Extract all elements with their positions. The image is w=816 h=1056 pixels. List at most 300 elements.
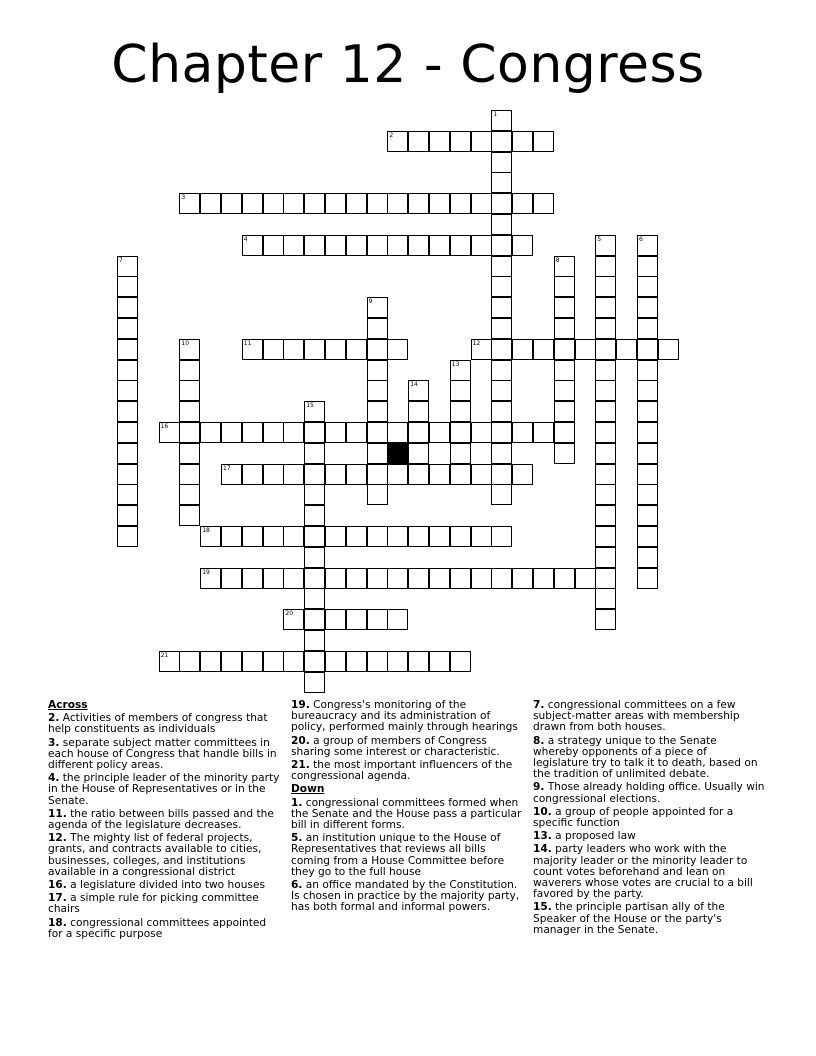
- grid-cell[interactable]: [554, 297, 575, 318]
- grid-cell[interactable]: [491, 276, 512, 297]
- clue-text: a proposed law: [555, 830, 636, 843]
- grid-cell[interactable]: [491, 526, 512, 547]
- grid-cell[interactable]: [117, 422, 138, 443]
- clue-number: 7: [119, 256, 123, 264]
- grid-cell[interactable]: [429, 193, 450, 214]
- grid-cell[interactable]: [595, 464, 616, 485]
- grid-cell[interactable]: [575, 568, 596, 589]
- grid-cell[interactable]: [179, 339, 200, 360]
- grid-cell[interactable]: [242, 193, 263, 214]
- grid-cell[interactable]: [387, 568, 408, 589]
- grid-cell[interactable]: [367, 401, 388, 422]
- grid-cell[interactable]: [450, 193, 471, 214]
- across-clue: [48, 738, 280, 772]
- grid-cell[interactable]: [450, 131, 471, 152]
- grid-cell[interactable]: [346, 526, 367, 547]
- grid-cell[interactable]: [325, 422, 346, 443]
- grid-cell[interactable]: [471, 339, 492, 360]
- grid-cell[interactable]: [554, 568, 575, 589]
- grid-cell[interactable]: [117, 297, 138, 318]
- grid-cell[interactable]: [221, 464, 242, 485]
- grid-cell[interactable]: [325, 568, 346, 589]
- grid-cell[interactable]: [491, 256, 512, 277]
- down-clue: [533, 700, 765, 734]
- grid-cell[interactable]: [408, 193, 429, 214]
- down-clue: [533, 736, 765, 781]
- grid-cell[interactable]: [554, 422, 575, 443]
- grid-cell[interactable]: [221, 193, 242, 214]
- grid-cell[interactable]: [637, 297, 658, 318]
- grid-cell[interactable]: [325, 526, 346, 547]
- grid-cell[interactable]: [408, 131, 429, 152]
- clue-text: an institution unique to the House of Representatives that reviews all bills coming from a House Committee before they go to the full house: [291, 832, 505, 878]
- grid-cell[interactable]: [117, 484, 138, 505]
- grid-cell[interactable]: [242, 568, 263, 589]
- grid-cell[interactable]: [200, 526, 221, 547]
- grid-cell[interactable]: [242, 526, 263, 547]
- grid-cell[interactable]: [512, 422, 533, 443]
- grid-cell[interactable]: [637, 505, 658, 526]
- grid-cell[interactable]: [367, 235, 388, 256]
- across-clue: [48, 809, 280, 831]
- grid-cell[interactable]: [200, 651, 221, 672]
- grid-cell[interactable]: [117, 401, 138, 422]
- across-clue: [48, 713, 280, 735]
- grid-cell[interactable]: [367, 464, 388, 485]
- grid-cell[interactable]: [471, 235, 492, 256]
- clue-text: an office mandated by the Constitution. Is chosen in practice by the majority party, has both formal and informal powers.: [291, 879, 520, 914]
- grid-cell[interactable]: [491, 110, 512, 131]
- grid-cell[interactable]: [179, 484, 200, 505]
- grid-cell[interactable]: [595, 318, 616, 339]
- grid-cell[interactable]: [242, 235, 263, 256]
- grid-cell[interactable]: [159, 651, 180, 672]
- grid-cell[interactable]: [304, 568, 325, 589]
- grid-cell[interactable]: [533, 193, 554, 214]
- grid-cell[interactable]: [325, 339, 346, 360]
- clue-num: 14.: [533, 843, 552, 856]
- grid-cell[interactable]: [554, 339, 575, 360]
- grid-cell[interactable]: [117, 318, 138, 339]
- clue-num: 21.: [291, 759, 310, 772]
- down-clue: [533, 902, 765, 936]
- grid-cell[interactable]: [263, 568, 284, 589]
- grid-cell[interactable]: [159, 422, 180, 443]
- grid-cell[interactable]: [117, 360, 138, 381]
- grid-cell[interactable]: [283, 526, 304, 547]
- grid-cell[interactable]: [491, 318, 512, 339]
- clue-number: 17: [223, 464, 231, 472]
- grid-cell[interactable]: [637, 256, 658, 277]
- grid-cell[interactable]: [637, 484, 658, 505]
- grid-cell[interactable]: [367, 339, 388, 360]
- clue-number: 21: [160, 651, 169, 659]
- down-clue: [533, 844, 765, 900]
- grid-cell[interactable]: [304, 630, 325, 651]
- clue-text: party leaders who work with the majority leader or the minority leader to count votes beforehand and lean on waverers whose votes are crucial to a bill favored by the party.: [533, 843, 753, 901]
- grid-cell[interactable]: [595, 568, 616, 589]
- clue-text: the principle partisan ally of the Speaker of the House or the party's manager in the Senate.: [533, 901, 725, 936]
- grid-cell[interactable]: [304, 609, 325, 630]
- grid-cell[interactable]: [283, 422, 304, 443]
- grid-cell[interactable]: [512, 131, 533, 152]
- grid-cell[interactable]: [304, 401, 325, 422]
- grid-cell[interactable]: [283, 609, 304, 630]
- grid-cell[interactable]: [304, 422, 325, 443]
- grid-cell[interactable]: [346, 339, 367, 360]
- clue-num: 3.: [48, 736, 60, 749]
- grid-cell[interactable]: [387, 609, 408, 630]
- grid-cell[interactable]: [367, 609, 388, 630]
- grid-cell[interactable]: [491, 172, 512, 193]
- grid-cell[interactable]: [221, 422, 242, 443]
- down-clue: [291, 880, 523, 914]
- grid-cell[interactable]: [117, 276, 138, 297]
- grid-cell[interactable]: [637, 360, 658, 381]
- clue-text: Congress's monitoring of the bureaucracy and its administration of policy, performed mainly through hearings: [291, 699, 518, 734]
- grid-cell[interactable]: [554, 256, 575, 277]
- grid-cell[interactable]: [242, 422, 263, 443]
- grid-cell[interactable]: [304, 672, 325, 693]
- grid-cell[interactable]: [179, 651, 200, 672]
- grid-cell[interactable]: [512, 568, 533, 589]
- grid-cell[interactable]: [263, 464, 284, 485]
- across-clue: [48, 893, 280, 915]
- grid-cell[interactable]: [595, 588, 616, 609]
- grid-cell[interactable]: [637, 401, 658, 422]
- grid-cell[interactable]: [595, 443, 616, 464]
- grid-cell[interactable]: [304, 339, 325, 360]
- grid-cell[interactable]: [471, 131, 492, 152]
- grid-cell[interactable]: [533, 131, 554, 152]
- grid-cell[interactable]: [450, 360, 471, 381]
- grid-cell[interactable]: [491, 131, 512, 152]
- grid-cell[interactable]: [450, 401, 471, 422]
- down-clue: [291, 833, 523, 878]
- grid-cell[interactable]: [304, 235, 325, 256]
- grid-cell[interactable]: [429, 568, 450, 589]
- down-clue: [291, 798, 523, 832]
- grid-cell[interactable]: [304, 193, 325, 214]
- grid-cell[interactable]: [283, 568, 304, 589]
- grid-cell[interactable]: [263, 193, 284, 214]
- grid-cell[interactable]: [325, 235, 346, 256]
- grid-cell[interactable]: [491, 464, 512, 485]
- grid-cell[interactable]: [491, 339, 512, 360]
- grid-cell[interactable]: [429, 131, 450, 152]
- clue-num: 12.: [48, 832, 67, 845]
- grid-cell[interactable]: [367, 297, 388, 318]
- grid-cell[interactable]: [179, 505, 200, 526]
- grid-cell[interactable]: [263, 422, 284, 443]
- grid-cell[interactable]: [450, 651, 471, 672]
- grid-cell[interactable]: [304, 443, 325, 464]
- clue-text: separate subject matter committees in each house of Congress that handle bills in different policy areas.: [48, 736, 277, 772]
- grid-cell[interactable]: [263, 526, 284, 547]
- grid-cell[interactable]: [325, 193, 346, 214]
- grid-cell[interactable]: [491, 297, 512, 318]
- grid-cell[interactable]: [554, 318, 575, 339]
- grid-cell[interactable]: [512, 464, 533, 485]
- grid-cell[interactable]: [533, 568, 554, 589]
- grid-cell[interactable]: [450, 235, 471, 256]
- grid-cell[interactable]: [179, 360, 200, 381]
- clue-number: 4: [243, 235, 248, 243]
- grid-cell[interactable]: [304, 588, 325, 609]
- grid-cell[interactable]: [325, 609, 346, 630]
- grid-cell[interactable]: [387, 339, 408, 360]
- grid-cell[interactable]: [595, 360, 616, 381]
- grid-cell[interactable]: [491, 401, 512, 422]
- grid-cell[interactable]: [304, 526, 325, 547]
- grid-cell[interactable]: [283, 339, 304, 360]
- grid-cell[interactable]: [367, 318, 388, 339]
- grid-cell[interactable]: [471, 422, 492, 443]
- grid-cell[interactable]: [367, 651, 388, 672]
- grid-cell[interactable]: [637, 380, 658, 401]
- grid-cell[interactable]: [595, 380, 616, 401]
- clue-text: the principle leader of the minority party in the House of Representatives or in the Senate.: [48, 772, 280, 807]
- down-header: Down: [291, 783, 325, 796]
- grid-cell[interactable]: [658, 339, 679, 360]
- grid-cell[interactable]: [429, 422, 450, 443]
- grid-cell[interactable]: [200, 568, 221, 589]
- grid-cell[interactable]: [512, 193, 533, 214]
- grid-cell[interactable]: [408, 235, 429, 256]
- grid-cell[interactable]: [387, 422, 408, 443]
- grid-cell[interactable]: [242, 464, 263, 485]
- grid-cell[interactable]: [450, 422, 471, 443]
- grid-cell[interactable]: [221, 568, 242, 589]
- grid-cell[interactable]: [491, 214, 512, 235]
- grid-cell[interactable]: [387, 526, 408, 547]
- grid-cell[interactable]: [637, 443, 658, 464]
- grid-cell[interactable]: [346, 568, 367, 589]
- clue-num: 4.: [48, 772, 60, 785]
- grid-cell[interactable]: [117, 339, 138, 360]
- clue-num: 20.: [291, 734, 310, 747]
- grid-cell[interactable]: [408, 526, 429, 547]
- grid-cell[interactable]: [554, 443, 575, 464]
- grid-cell[interactable]: [595, 526, 616, 547]
- grid-cell[interactable]: [512, 235, 533, 256]
- grid-cell[interactable]: [325, 464, 346, 485]
- grid-cell[interactable]: [283, 193, 304, 214]
- grid-cell[interactable]: [595, 235, 616, 256]
- clue-num: 10.: [533, 805, 552, 818]
- grid-cell[interactable]: [117, 256, 138, 277]
- clue-text: a legislature divided into two houses: [70, 879, 265, 892]
- clue-text: the most important influencers of the congressional agenda.: [291, 759, 513, 783]
- grid-cell[interactable]: [221, 651, 242, 672]
- grid-cell[interactable]: [491, 484, 512, 505]
- grid-cell[interactable]: [387, 651, 408, 672]
- grid-cell[interactable]: [637, 547, 658, 568]
- clue-number: 5: [597, 235, 602, 243]
- grid-cell[interactable]: [554, 401, 575, 422]
- grid-cell[interactable]: [491, 422, 512, 443]
- clue-number: 18: [202, 527, 210, 534]
- grid-cell[interactable]: [554, 360, 575, 381]
- grid-cell[interactable]: [242, 339, 263, 360]
- grid-cell[interactable]: [471, 464, 492, 485]
- clue-text: The mighty list of federal projects, grants, and contracts available to cities, businesses, colleges, and institutions available in a congressional district: [48, 832, 262, 878]
- grid-cell[interactable]: [367, 568, 388, 589]
- grid-cell[interactable]: [408, 401, 429, 422]
- grid-cell[interactable]: [491, 193, 512, 214]
- grid-cell[interactable]: [387, 131, 408, 152]
- grid-cell[interactable]: [346, 464, 367, 485]
- grid-cell[interactable]: [367, 360, 388, 381]
- grid-cell[interactable]: [637, 464, 658, 485]
- grid-cell[interactable]: [491, 380, 512, 401]
- clue-number: 6: [639, 235, 643, 243]
- grid-cell[interactable]: [450, 526, 471, 547]
- grid-cell[interactable]: [200, 422, 221, 443]
- grid-cell[interactable]: [595, 297, 616, 318]
- clue-number: 20: [285, 610, 294, 618]
- clue-text: congressional committees appointed for a specific purpose: [48, 916, 267, 940]
- grid-cell[interactable]: [387, 235, 408, 256]
- grid-cell[interactable]: [450, 568, 471, 589]
- grid-cell[interactable]: [637, 276, 658, 297]
- grid-cell[interactable]: [367, 422, 388, 443]
- grid-cell[interactable]: [450, 464, 471, 485]
- grid-cell[interactable]: [491, 568, 512, 589]
- grid-cell[interactable]: [117, 464, 138, 485]
- grid-cell[interactable]: [263, 651, 284, 672]
- grid-cell[interactable]: [179, 193, 200, 214]
- grid-cell[interactable]: [304, 505, 325, 526]
- grid-cell[interactable]: [117, 526, 138, 547]
- grid-cell[interactable]: [408, 464, 429, 485]
- clue-num: 8.: [533, 734, 545, 747]
- grid-cell[interactable]: [263, 235, 284, 256]
- grid-cell[interactable]: [387, 464, 408, 485]
- clue-column-1: [48, 700, 280, 942]
- grid-cell[interactable]: [595, 339, 616, 360]
- grid-cell[interactable]: [595, 401, 616, 422]
- grid-cell[interactable]: [595, 609, 616, 630]
- grid-cell[interactable]: [117, 380, 138, 401]
- clue-number: 2: [389, 131, 394, 139]
- grid-cell[interactable]: [179, 443, 200, 464]
- clue-text: a strategy unique to the Senate whereby opponents of a piece of legislature try to talk it to death, based on the tradition of unlimited debate.: [533, 734, 758, 781]
- grid-cell[interactable]: [179, 464, 200, 485]
- grid-cell[interactable]: [346, 651, 367, 672]
- grid-cell[interactable]: [429, 651, 450, 672]
- grid-cell[interactable]: [367, 526, 388, 547]
- grid-cell[interactable]: [304, 464, 325, 485]
- grid-cell[interactable]: [367, 193, 388, 214]
- clue-text: a group of members of Congress sharing some interest or characteristic.: [291, 734, 500, 758]
- grid-cell[interactable]: [595, 422, 616, 443]
- grid-cell[interactable]: [387, 193, 408, 214]
- grid-cell[interactable]: [367, 443, 388, 464]
- grid-cell[interactable]: [533, 422, 554, 443]
- grid-cell[interactable]: [533, 339, 554, 360]
- grid-cell[interactable]: [595, 505, 616, 526]
- grid-cell[interactable]: [471, 568, 492, 589]
- grid-cell[interactable]: [221, 526, 242, 547]
- grid-cell[interactable]: [429, 526, 450, 547]
- grid-cell[interactable]: [595, 256, 616, 277]
- grid-cell[interactable]: [117, 443, 138, 464]
- grid-cell[interactable]: [554, 276, 575, 297]
- grid-cell[interactable]: [491, 235, 512, 256]
- grid-cell[interactable]: [595, 484, 616, 505]
- grid-cell[interactable]: [575, 339, 596, 360]
- grid-cell[interactable]: [491, 443, 512, 464]
- grid-cell[interactable]: [471, 193, 492, 214]
- grid-cell[interactable]: [242, 651, 263, 672]
- grid-cell[interactable]: [637, 526, 658, 547]
- grid-cell[interactable]: [429, 464, 450, 485]
- grid-cell[interactable]: [325, 651, 346, 672]
- grid-cell[interactable]: [491, 152, 512, 173]
- grid-cell[interactable]: [491, 360, 512, 381]
- grid-cell[interactable]: [179, 422, 200, 443]
- grid-cell[interactable]: [429, 235, 450, 256]
- grid-cell[interactable]: [471, 526, 492, 547]
- grid-cell[interactable]: [304, 547, 325, 568]
- grid-cell[interactable]: [408, 651, 429, 672]
- grid-cell[interactable]: [408, 568, 429, 589]
- grid-cell[interactable]: [408, 443, 429, 464]
- grid-cell[interactable]: [450, 380, 471, 401]
- clue-text: congressional committees formed when the Senate and the House pass a particular bill in different forms.: [291, 796, 522, 832]
- grid-cell[interactable]: [200, 193, 221, 214]
- grid-cell[interactable]: [346, 193, 367, 214]
- grid-cell[interactable]: [616, 339, 637, 360]
- grid-cell[interactable]: [346, 609, 367, 630]
- clue-num: 15.: [533, 901, 552, 914]
- grid-cell[interactable]: [637, 318, 658, 339]
- grid-cell[interactable]: [408, 422, 429, 443]
- grid-cell[interactable]: [263, 339, 284, 360]
- grid-cell[interactable]: [117, 505, 138, 526]
- grid-cell[interactable]: [367, 380, 388, 401]
- across-clue: [48, 773, 280, 807]
- grid-cell[interactable]: [554, 380, 575, 401]
- grid-cell[interactable]: [304, 651, 325, 672]
- grid-cell[interactable]: [408, 380, 429, 401]
- clue-num: 11.: [48, 807, 67, 820]
- grid-cell[interactable]: [367, 484, 388, 505]
- clue-num: 16.: [48, 879, 67, 892]
- across-clue: [291, 736, 523, 758]
- grid-cell[interactable]: [283, 235, 304, 256]
- grid-cell[interactable]: [283, 464, 304, 485]
- grid-cell[interactable]: [637, 235, 658, 256]
- grid-cell[interactable]: [346, 422, 367, 443]
- grid-cell[interactable]: [595, 547, 616, 568]
- grid-cell[interactable]: [304, 484, 325, 505]
- grid-cell[interactable]: [283, 651, 304, 672]
- grid-cell[interactable]: [595, 276, 616, 297]
- grid-cell[interactable]: [637, 568, 658, 589]
- grid-cell[interactable]: [637, 339, 658, 360]
- grid-cell[interactable]: [450, 443, 471, 464]
- grid-cell[interactable]: [179, 380, 200, 401]
- clue-text: Activities of members of congress that help constituents as individuals: [48, 712, 268, 736]
- grid-cell[interactable]: [346, 235, 367, 256]
- grid-cell[interactable]: [179, 401, 200, 422]
- clue-number: 8: [555, 256, 560, 264]
- grid-cell[interactable]: [512, 339, 533, 360]
- grid-cell[interactable]: [637, 422, 658, 443]
- clue-column-2: [291, 700, 523, 916]
